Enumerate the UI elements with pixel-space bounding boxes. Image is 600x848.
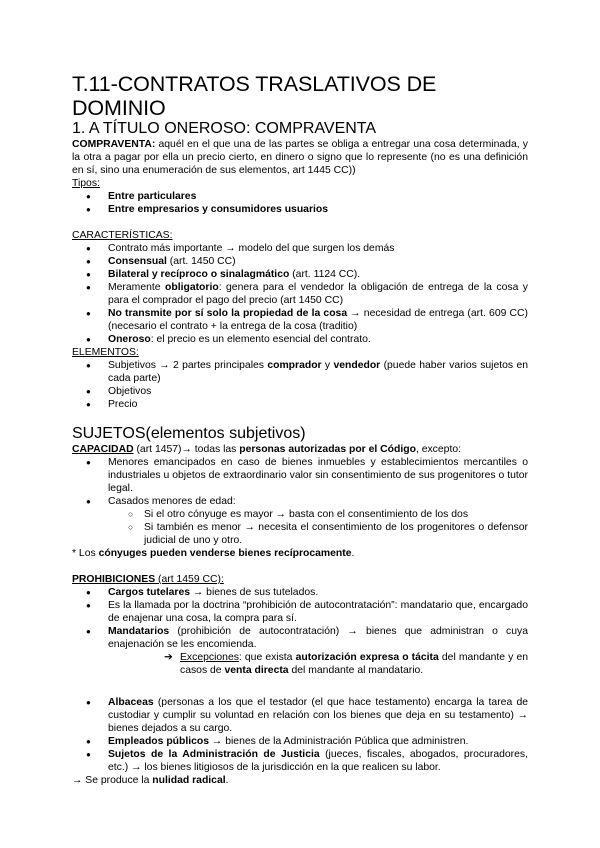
list-item [72, 586, 528, 599]
tipos-list [72, 190, 528, 216]
excepciones-list [72, 651, 528, 677]
spacer [72, 677, 528, 690]
item-text: (art. 1124 CC). [289, 269, 361, 280]
item-bold: Bilateral y recíproco o sinalagmático [108, 269, 290, 280]
item-text: Es la llamada por la doctrina “prohibición de autocontratación”: mandatario que, encargado de enajenar una cosa, la compra para sí. [108, 600, 528, 624]
list-item [72, 456, 528, 495]
item-text: Objetivos [108, 386, 152, 397]
item-bold: venta directa [224, 665, 289, 676]
caracteristicas-label: CARACTERÍSTICAS: [72, 230, 173, 241]
casados-sublist [72, 508, 528, 547]
item-text: : genera para el vendedor la obligación de entrega de la cosa y para el comprador el pago del precio (art 1450 CC) [108, 282, 528, 306]
item-text: del mandante al mandatario. [288, 665, 424, 676]
item-text: : que exista [238, 652, 296, 663]
item-text: : el precio es un elemento esencial del contrato. [150, 334, 371, 345]
caracteristicas-list [72, 242, 528, 346]
item-text: Si el otro cónyuge es mayor → basta con el consentimiento de los dos [144, 509, 469, 520]
item-text: (art. 1450 CC) [166, 256, 236, 267]
conyuges-note [72, 547, 528, 560]
list-item [72, 398, 528, 411]
item-text: → necesidad de entrega (art. 609 CC) (necesario el contrato + la entrega de la cosa (traditio) [108, 308, 529, 332]
section-heading-sujetos: SUJETOS(elementos subjetivos) [72, 425, 306, 442]
arrow-icon: ➔ [164, 652, 173, 663]
list-item [72, 651, 528, 677]
list-item [72, 307, 528, 333]
item-bold: comprador [267, 360, 322, 371]
item-text: Casados menores de edad: [108, 496, 236, 507]
item-bold: Mandatarios [108, 626, 170, 637]
item-text: del mandante y en casos de [180, 652, 529, 676]
item-text: (art 1459 CC): [155, 574, 224, 585]
item-text: (personas a los que el testador (el que hace testamento) encarga la tarea de custodiar y cumplir su voluntad en relación con los bienes que deja en su testamento) → bienes dejados a su cargo. [108, 697, 528, 734]
item-text: → bienes de sus tutelados. [190, 587, 319, 598]
item-text: Meramente [108, 282, 165, 293]
item-text: Contrato más importante → modelo del que surgen los demás [108, 243, 395, 254]
item-text: Precio [108, 399, 138, 410]
item-bold: Oneroso [108, 334, 151, 345]
tipo-particulares: Entre particulares [108, 191, 197, 202]
compraventa-term: COMPRAVENTA: [72, 139, 156, 150]
section-heading-compraventa: 1. A TÍTULO ONEROSO: COMPRAVENTA [72, 120, 377, 137]
list-item [72, 495, 528, 508]
list-item [72, 190, 528, 203]
elementos-list [72, 359, 528, 411]
list-item [72, 268, 528, 281]
item-bold: No transmite por sí solo la propiedad de la cosa [108, 308, 348, 319]
list-item [72, 521, 528, 547]
document-title: T.11-CONTRATOS TRASLATIVOS DE DOMINIO [72, 72, 437, 120]
list-item [72, 255, 528, 268]
list-item [72, 748, 528, 774]
list-item [72, 385, 528, 398]
item-text: . [225, 775, 229, 786]
list-item [72, 735, 528, 748]
list-item [72, 281, 528, 307]
item-text: Si también es menor → necesita el consentimiento de los progenitores o defensor judicial de uno y otro. [144, 522, 528, 546]
item-text: (puede haber varios sujetos en cada parte) [108, 360, 529, 384]
item-text: → bienes de la Administración Pública que administren. [209, 736, 469, 747]
item-bold: Consensual [108, 256, 167, 267]
capacidad-paragraph [72, 443, 528, 456]
list-item [72, 333, 528, 346]
prohibiciones-list [72, 586, 528, 651]
spacer [72, 560, 528, 573]
item-text: . [351, 548, 355, 559]
item-text: Menores emancipados en caso de bienes inmuebles y establecimientos mercantiles o industriales u objetos de extraordinario valor sin consentimiento de sus progenitores o tutor legal. [108, 457, 528, 494]
item-text: (prohibición de autocontratación) → bienes que administran o cuya enajenación se les encomienda. [108, 626, 528, 650]
item-text: Excepciones [180, 652, 239, 663]
list-item [72, 359, 528, 385]
item-text: , excepto: [415, 444, 461, 455]
nulidad-line [72, 774, 528, 787]
item-bold: Cargos tutelares [108, 587, 190, 598]
list-item [72, 508, 528, 521]
item-bold: Sujetos de la Administración de Justicia [108, 749, 320, 760]
item-text: y [321, 360, 334, 371]
spacer [72, 216, 528, 229]
list-item [72, 203, 528, 216]
compraventa-definition-text: aquél en el que una de las partes se obliga a entregar una cosa determinada, y la otra a pagar por ella un precio cierto, en dinero o signo que lo represente (no es una definición en sí, sino una enumeración de sus elementos, art 1445 CC)) [72, 139, 528, 176]
list-item [72, 625, 528, 651]
item-bold: obligatorio [165, 282, 219, 293]
elementos-label: ELEMENTOS: [72, 347, 139, 358]
capacidad-list [72, 456, 528, 508]
item-text: Subjetivos → 2 partes principales [108, 360, 268, 371]
tipos-label: Tipos: [72, 178, 100, 189]
item-text: (art 1457)→ todas las [133, 444, 240, 455]
prohibiciones-heading [72, 573, 528, 586]
item-bold: Empleados públicos [108, 736, 210, 747]
item-text: → Se produce la [72, 775, 153, 786]
item-bold: cónyuges pueden venderse bienes recíprocamente [98, 548, 352, 559]
item-bold: Albaceas [108, 697, 154, 708]
list-item [72, 696, 528, 735]
list-item [72, 242, 528, 255]
item-bold: vendedor [333, 360, 381, 371]
prohibiciones-term: PROHIBICIONES [72, 574, 156, 585]
document-page [72, 72, 528, 787]
prohibiciones-list-2 [72, 696, 528, 774]
tipo-empresarios: Entre empresarios y consumidores usuarios [108, 204, 329, 215]
item-text: * Los [72, 548, 99, 559]
item-bold: personas autorizadas por el Código [239, 444, 416, 455]
item-text: (jueces, fiscales, abogados, procuradores, etc.) → los bienes litigiosos de la jurisdicción en la que realicen su labor. [108, 749, 528, 773]
compraventa-definition [72, 138, 528, 177]
item-bold: autorización expresa o tácita [295, 652, 439, 663]
list-item [72, 599, 528, 625]
capacidad-term: CAPACIDAD [72, 444, 134, 455]
item-bold: nulidad radical [152, 775, 226, 786]
